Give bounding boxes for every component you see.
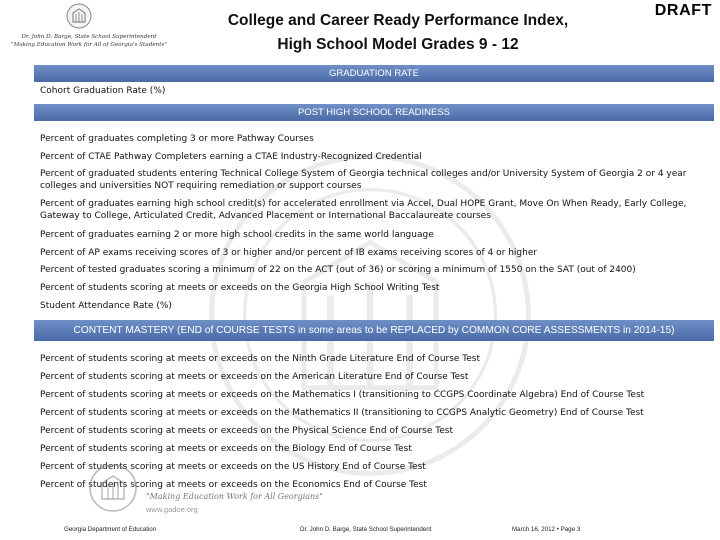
department-motto: "Making Education Work for All of Georgia's Students"	[11, 42, 167, 48]
post-high-school-heading: POST HIGH SCHOOL READINESS	[34, 104, 714, 121]
header	[0, 0, 720, 66]
content-mastery-item: Percent of students scoring at meets or exceeds on the Mathematics II (transitioning to CCGPS Analytic Geometry) End of Course Test	[40, 408, 644, 418]
content-mastery-item: Percent of students scoring at meets or exceeds on the Physical Science End of Course Test	[40, 426, 453, 436]
graduation-rate-item: Cohort Graduation Rate (%)	[40, 86, 166, 96]
logo-tagline: "Making Education Work for All Georgians"	[146, 492, 323, 501]
content-mastery-heading: CONTENT MASTERY (END of COURSE TESTS in some areas to be REPLACED by COMMON CORE ASSESSMENTS in 2014-15)	[34, 320, 714, 341]
post-hs-item: Percent of graduated students entering Technical College System of Georgia technical colleges and/or University System of Georgia 2 or 4 year colleges and universities NOT requiring remediation or support courses	[40, 169, 687, 191]
superintendent-name: Dr. John D. Barge, State School Superintendent	[21, 34, 157, 40]
graduation-rate-heading: GRADUATION RATE	[34, 65, 714, 82]
post-hs-item: Percent of tested graduates scoring a minimum of 22 on the ACT (out of 36) or scoring a minimum of 1550 on the SAT (out of 2400)	[40, 265, 636, 275]
georgia-doe-logo-icon	[88, 463, 138, 513]
post-hs-item: Percent of graduates completing 3 or more Pathway Courses	[40, 134, 314, 144]
content-mastery-item: Percent of students scoring at meets or exceeds on the American Literature End of Course Test	[40, 372, 469, 382]
post-hs-item: Percent of CTAE Pathway Completers earning a CTAE Industry-Recognized Credential	[40, 152, 422, 162]
logo-url: www.gadoe.org	[146, 505, 198, 514]
footer-date-page: March 16, 2012 • Page 3	[512, 526, 581, 533]
post-hs-item: Percent of students scoring at meets or exceeds on the Georgia High School Writing Test	[40, 283, 440, 293]
post-hs-item: Percent of AP exams receiving scores of 3 or higher and/or percent of IB exams receiving scores of 4 or higher	[40, 248, 538, 258]
georgia-seal-icon	[64, 2, 94, 30]
content-mastery-item: Percent of students scoring at meets or exceeds on the US History End of Course Test	[40, 462, 426, 472]
content-mastery-item: Percent of students scoring at meets or exceeds on the Mathematics I (transitioning to CCGPS Coordinate Algebra) End of Course Test	[40, 390, 645, 400]
post-hs-item: Student Attendance Rate (%)	[40, 301, 172, 311]
draft-label: DRAFT	[654, 2, 712, 19]
content-mastery-item: Percent of students scoring at meets or exceeds on the Biology End of Course Test	[40, 444, 412, 454]
post-hs-item: Percent of graduates earning high school credit(s) for accelerated enrollment via Accel, Dual HOPE Grant, Move On When Ready, Early College, Gateway to College, Articulated Credit, Advanced Placement or International Baccalaureate courses	[40, 199, 687, 221]
content-mastery-item: Percent of students scoring at meets or exceeds on the Economics End of Course Test	[40, 480, 427, 490]
post-hs-item: Percent of graduates earning 2 or more high school credits in the same world language	[40, 230, 434, 240]
page-title-line1: College and Career Ready Performance Index,	[227, 12, 569, 29]
page-title-line2: High School Model Grades 9 - 12	[277, 36, 519, 53]
footer-department: Georgia Department of Education	[64, 526, 157, 533]
footer-superintendent: Dr. John D. Barge, State School Superintendent	[300, 526, 432, 533]
content-mastery-item: Percent of students scoring at meets or exceeds on the Ninth Grade Literature End of Course Test	[40, 354, 481, 364]
